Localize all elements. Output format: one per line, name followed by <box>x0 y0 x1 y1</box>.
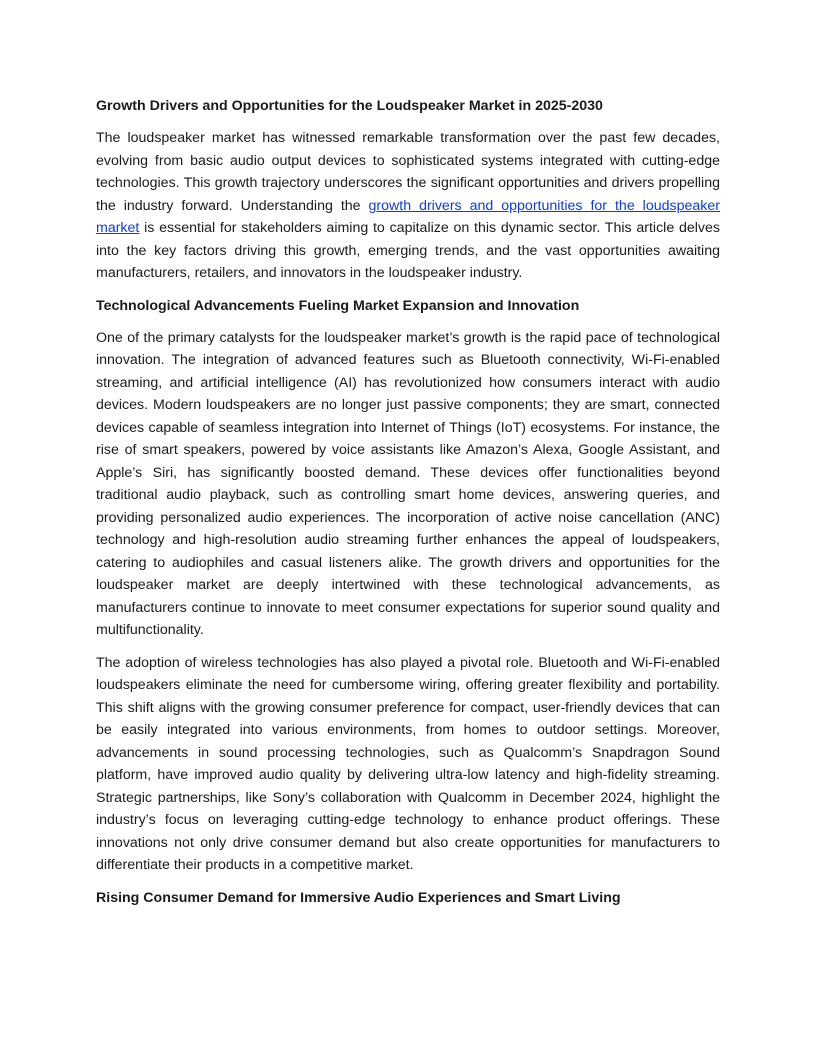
tech-heading: Technological Advancements Fueling Market Expansion and Innovation <box>96 297 580 314</box>
document-page <box>96 95 720 919</box>
intro-paragraph <box>96 127 720 285</box>
tech-paragraph: One of the primary catalysts for the loudspeaker market’s growth is the rapid pace of technological innovation. The integration of advanced features such as Bluetooth connectivity, Wi-Fi-enabled streaming, and artificial intelligence (AI) has revolutionized how consumers interact with audio devices. Modern loudspeakers are no longer just passive components; they are smart, connected devices capable of seamless integration into Internet of Things (IoT) ecosystems. For instance, the rise of smart speakers, powered by voice assistants like Amazon’s Alexa, Google Assistant, and Apple’s Siri, has significantly boosted demand. These devices offer functionalities beyond traditional audio playback, such as controlling smart home devices, answering queries, and providing personalized audio experiences. The incorporation of active noise cancellation (ANC) technology and high-resolution audio streaming further enhances the appeal of loudspeakers, catering to audiophiles and casual listeners alike. The growth drivers and opportunities for the loudspeaker market are deeply intertwined with these technological advancements, as manufacturers continue to innovate to meet consumer expectations for superior sound quality and multifunctionality. <box>96 329 720 638</box>
growth-drivers-link[interactable]: growth drivers and opportunities for the loudspeaker market <box>96 197 720 236</box>
intro-text-before-link: The loudspeaker market has witnessed remarkable transformation over the past few decades, evolving from basic audio output devices to sophisticated systems integrated with cutting-edge technologies. This growth trajectory underscores the significant opportunities and drivers propelling the industry forward. Understanding the <box>96 130 720 214</box>
intro-text-after-link: is essential for stakeholders aiming to capitalize on this dynamic sector. This article delves into the key factors driving this growth, emerging trends, and the vast opportunities awaiting manufacturers, retailers, and innovators in the loudspeaker industry. <box>96 220 720 281</box>
main-heading: Growth Drivers and Opportunities for the Loudspeaker Market in 2025-2030 <box>96 98 603 114</box>
demand-heading: Rising Consumer Demand for Immersive Audio Experiences and Smart Living <box>96 889 621 906</box>
wireless-paragraph: The adoption of wireless technologies has also played a pivotal role. Bluetooth and Wi-Fi-enabled loudspeakers eliminate the need for cumbersome wiring, offering greater flexibility and portability. This shift aligns with the growing consumer preference for compact, user-friendly devices that can be easily integrated into various environments, from homes to outdoor settings. Moreover, advancements in sound processing technologies, such as Qualcomm’s Snapdragon Sound platform, have improved audio quality by delivering ultra-low latency and high-fidelity streaming. Strategic partnerships, like Sony’s collaboration with Qualcomm in December 2024, highlight the industry’s focus on leveraging cutting-edge technology to enhance product offerings. These innovations not only drive consumer demand but also create opportunities for manufacturers to differentiate their products in a competitive market. <box>96 654 720 873</box>
